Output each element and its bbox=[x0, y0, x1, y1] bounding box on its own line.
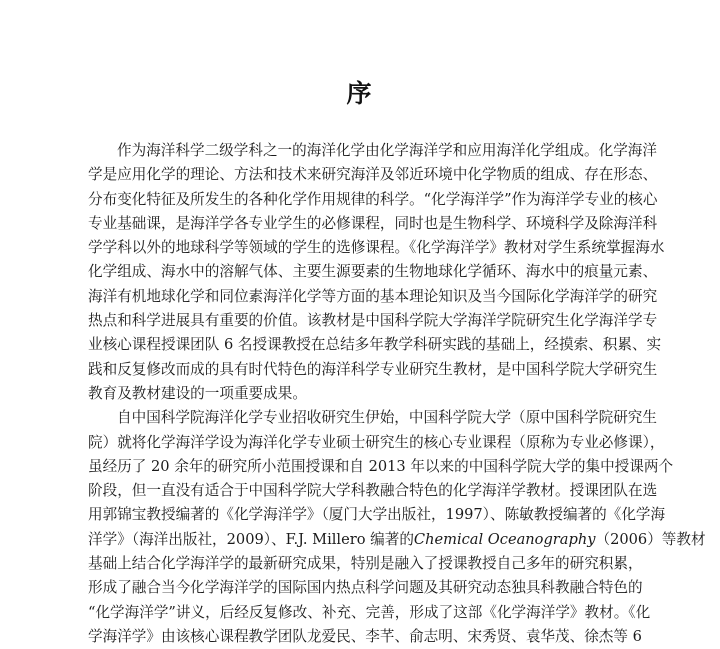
text-line: 热点和科学进展具有重要的价值。该教材是中国科学院大学海洋学院研究生化学海洋学专 bbox=[88, 312, 658, 330]
text-line: 专业基础课，是海洋学各专业学生的必修课程，同时也是生物科学、环境科学及除海洋科 bbox=[88, 214, 658, 232]
text-line: “化学海洋学”讲义，后经反复修改、补充、完善，形成了这部《化学海洋学》教材。《化 bbox=[88, 603, 651, 621]
text-line: 教育及教材建设的一项重要成果。 bbox=[88, 384, 307, 402]
text-line: 基础上结合化学海洋学的最新研究成果，特别是融入了授课教授自己多年的研究积累， bbox=[88, 555, 643, 573]
text-line: 用郭锦宝教授编著的《化学海洋学》（厦门大学出版社，1997）、陈敏教授编著的《化学海 bbox=[88, 506, 666, 524]
text-line: 学海洋学》由该核心课程教学团队龙爱民、李芊、俞志明、宋秀贤、袁华茂、徐杰等 6 bbox=[88, 627, 642, 645]
text-line: 海洋有机地球化学和同位素海洋化学等方面的基本理论知识及当今国际化学海洋学的研究 bbox=[88, 287, 658, 305]
text-line: 作为海洋科学二级学科之一的海洋化学由化学海洋学和应用海洋化学组成。化学海洋 bbox=[117, 142, 657, 159]
text-line: 学是应用化学的理论、方法和技术来研究海洋及邻近环境中化学物质的组成、存在形态、 bbox=[88, 166, 658, 184]
text-line: 学学科以外的地球科学等领域的学生的选修课程。《化学海洋学》教材对学生系统掌握海水 bbox=[88, 239, 665, 257]
body-text bbox=[88, 139, 706, 649]
text-line: 阶段，但一直没有适合于中国科学院大学科教融合特色的化学海洋学教材。授课团队在选 bbox=[88, 482, 658, 500]
page-title: 序 bbox=[346, 79, 374, 108]
text-line: 形成了融合当今化学海洋学的国际国内热点科学问题及其研究动态独具科教融合特色的 bbox=[88, 579, 643, 597]
text-line: 践和反复修改而成的具有时代特色的海洋科学专业研究生教材，是中国科学院大学研究生 bbox=[88, 360, 658, 378]
text-line: 化学组成、海水中的溶解气体、主要生源要素的生物地球化学循环、海水中的痕量元素、 bbox=[88, 263, 658, 281]
text-line: 院）就将化学海洋学设为海洋化学专业硕士研究生的核心专业课程（原称为专业必修课）， bbox=[88, 433, 665, 451]
book-title-italic: Chemical Oceanography bbox=[413, 530, 596, 548]
text-line: 洋学》（海洋出版社，2009）、F.J. Millero 编著的 Chemical Oceanography （2006）等教材 bbox=[88, 528, 640, 552]
text-line: 自中国科学院海洋化学专业招收研究生伊始，中国科学院大学（原中国科学院研究生 bbox=[117, 409, 657, 427]
text-line: 业核心课程授课团队 6 名授课教授在总结多年教学科研实践的基础上，经摸索、积累、实 bbox=[88, 336, 662, 354]
text-line: 虽经历了 20 余年的研究所小范围授课和自 2013 年以来的中国科学院大学的集中授课两个 bbox=[88, 457, 674, 475]
text-line: 分布变化特征及所发生的各种化学作用规律的科学。“化学海洋学”作为海洋学专业的核心 bbox=[88, 190, 658, 208]
